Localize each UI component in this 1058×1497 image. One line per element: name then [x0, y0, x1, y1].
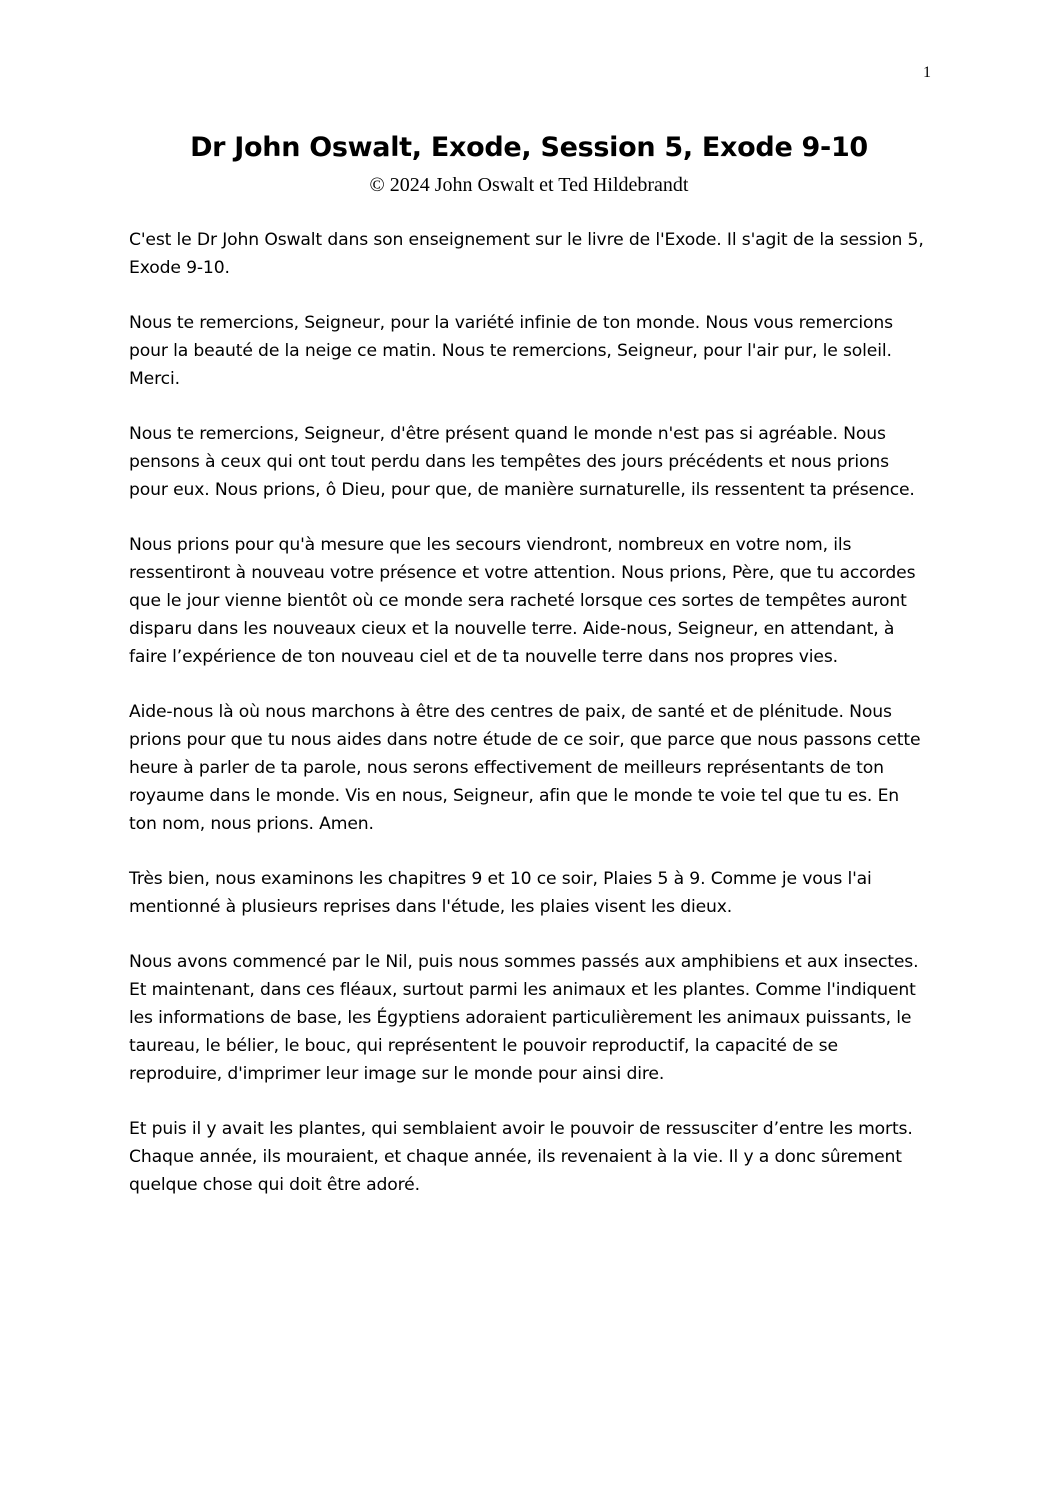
paragraph: Et puis il y avait les plantes, qui semblaient avoir le pouvoir de ressusciter d’entre les morts. Chaque année, ils mouraient, et chaque année, ils revenaient à la vie. Il y a donc sûrement quelque chose qui doit être adoré. — [129, 1119, 913, 1195]
paragraph: C'est le Dr John Oswalt dans son enseignement sur le livre de l'Exode. Il s'agit de la session 5, Exode 9-10. — [129, 230, 924, 278]
copyright-line: © 2024 John Oswalt et Ted Hildebrandt — [369, 174, 689, 196]
paragraph: Très bien, nous examinons les chapitres 9 et 10 ce soir, Plaies 5 à 9. Comme je vous l'ai mentionné à plusieurs reprises dans l'étude, les plaies visent les dieux. — [129, 869, 872, 917]
page-number: 1 — [923, 64, 931, 81]
paragraph: Nous prions pour qu'à mesure que les secours viendront, nombreux en votre nom, ils ressentiront à nouveau votre présence et votre attention. Nous prions, Père, que tu accordes que le jour vienne bientôt où ce monde sera racheté lorsque ces sortes de tempêtes auront disparu dans les nouveaux cieux et la nouvelle terre. Aide-nous, Seigneur, en attendant, à faire l’expérience de ton nouveau ciel et de ta nouvelle terre dans nos propres vies. — [129, 535, 916, 667]
paragraph: Nous te remercions, Seigneur, d'être présent quand le monde n'est pas si agréable. Nous pensons à ceux qui ont tout perdu dans les tempêtes des jours précédents et nous prions pour eux. Nous prions, ô Dieu, pour que, de manière surnaturelle, ils ressentent ta présence. — [129, 424, 915, 500]
paragraph: Nous te remercions, Seigneur, pour la variété infinie de ton monde. Nous vous remercions pour la beauté de la neige ce matin. Nous te remercions, Seigneur, pour l'air pur, le soleil. Merci. — [129, 313, 893, 389]
document-title: Dr John Oswalt, Exode, Session 5, Exode 9-10 — [190, 132, 868, 163]
paragraph: Aide-nous là où nous marchons à être des centres de paix, de santé et de plénitude. Nous prions pour que tu nous aides dans notre étude de ce soir, que parce que nous passons cette heure à parler de ta parole, nous serons effectivement de meilleurs représentants de ton royaume dans le monde. Vis en nous, Seigneur, afin que le monde te voie tel que tu es. En ton nom, nous prions. Amen. — [129, 702, 921, 834]
document-body — [129, 226, 931, 1226]
paragraph: Nous avons commencé par le Nil, puis nous sommes passés aux amphibiens et aux insectes. Et maintenant, dans ces fléaux, surtout parmi les animaux et les plantes. Comme l'indiquent les informations de base, les Égyptiens adoraient particulièrement les animaux puissants, le taureau, le bélier, le bouc, qui représentent le pouvoir reproductif, la capacité de se reproduire, d'imprimer leur image sur le monde pour ainsi dire. — [129, 952, 919, 1084]
